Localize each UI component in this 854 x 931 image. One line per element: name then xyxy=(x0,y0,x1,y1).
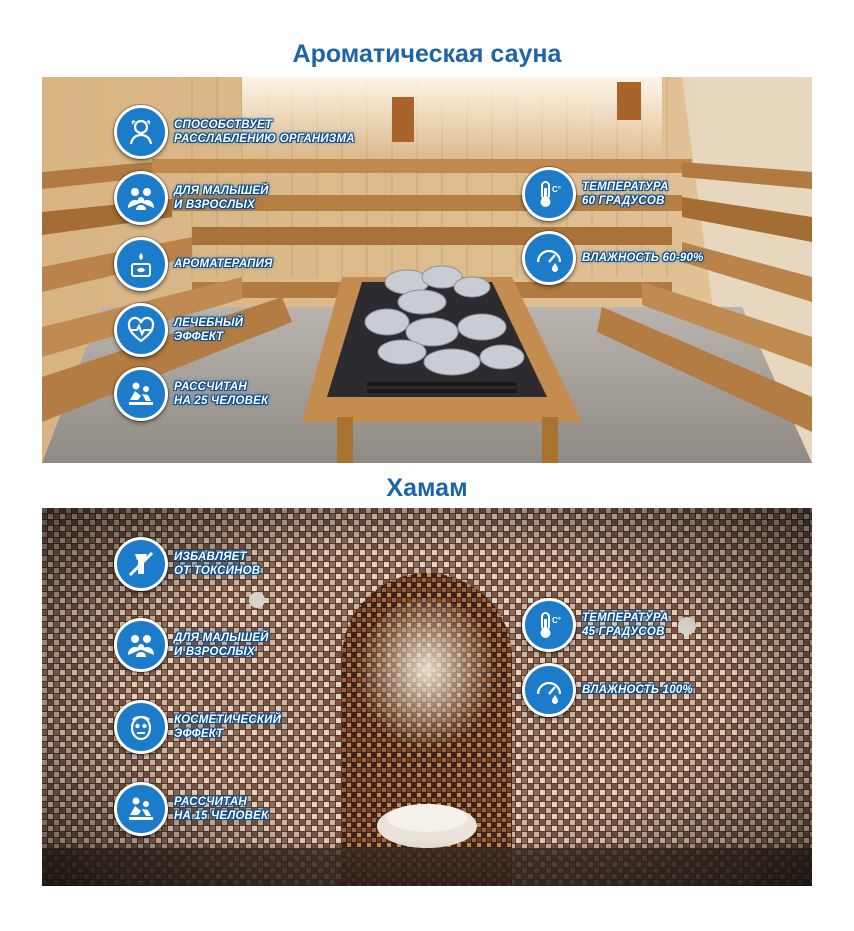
feature-line2: ОТ ТОКСИНОВ xyxy=(174,565,261,577)
feature-line1: РАССЧИТАН xyxy=(174,796,247,808)
relax-person-icon xyxy=(114,105,168,159)
feature-line1: ИЗБАВЛЯЕТ xyxy=(174,551,247,563)
feature-line2: 60 ГРАДУСОВ xyxy=(582,195,665,207)
thermometer-icon xyxy=(522,167,576,221)
aroma-candle-icon xyxy=(114,237,168,291)
family-icon xyxy=(114,171,168,225)
sauna-feature-aroma xyxy=(114,237,273,291)
hamam-feature-capacity xyxy=(114,782,268,836)
hamam-feature-family xyxy=(114,618,269,672)
hamam-feature-temperature xyxy=(522,598,669,652)
face-mask-icon xyxy=(114,700,168,754)
feature-line1: СПОСОБСТВУЕТ xyxy=(174,119,273,131)
hamam-title: Хамам xyxy=(386,474,468,502)
people-sauna-icon xyxy=(114,367,168,421)
sauna-title: Ароматическая сауна xyxy=(292,40,562,68)
feature-line1: ЛЕЧЕБНЫЙ xyxy=(174,317,244,329)
feature-line2: ЭФФЕКТ xyxy=(174,728,224,740)
feature-line2: НА 25 ЧЕЛОВЕК xyxy=(174,395,269,407)
feature-line1: РАССЧИТАН xyxy=(174,381,247,393)
feature-line2: РАССЛАБЛЕНИЮ ОРГАНИЗМА xyxy=(174,133,355,145)
humidity-gauge-icon xyxy=(522,231,576,285)
feature-line1: АРОМАТЕРАПИЯ xyxy=(174,258,273,270)
feature-line1: ВЛАЖНОСТЬ 100% xyxy=(582,684,693,696)
feature-line2: ЭФФЕКТ xyxy=(174,331,224,343)
sauna-feature-temperature xyxy=(522,167,669,221)
family-icon xyxy=(114,618,168,672)
svg-text:C°: C° xyxy=(552,616,561,625)
feature-line1: ВЛАЖНОСТЬ 60-90% xyxy=(582,252,704,264)
hamam-feature-cosmetic xyxy=(114,700,281,754)
thermometer-icon xyxy=(522,598,576,652)
feature-line1: КОСМЕТИЧЕСКИЙ xyxy=(174,714,282,726)
sauna-photo xyxy=(42,77,812,463)
feature-line2: 45 ГРАДУСОВ xyxy=(582,626,665,638)
people-sauna-icon xyxy=(114,782,168,836)
sauna-feature-capacity xyxy=(114,367,268,421)
feature-line2: НА 15 ЧЕЛОВЕК xyxy=(174,810,269,822)
no-toxins-icon xyxy=(114,537,168,591)
feature-line1: ДЛЯ МАЛЫШЕЙ xyxy=(174,185,269,197)
hamam-feature-detox xyxy=(114,537,260,591)
svg-text:C°: C° xyxy=(552,185,561,194)
heart-pulse-icon xyxy=(114,303,168,357)
humidity-gauge-icon xyxy=(522,663,576,717)
feature-line2: И ВЗРОСЛЫХ xyxy=(174,646,255,658)
sauna-feature-relax xyxy=(114,105,355,159)
feature-line1: ДЛЯ МАЛЫШЕЙ xyxy=(174,632,269,644)
sauna-feature-humidity xyxy=(522,231,704,285)
sauna-feature-family xyxy=(114,171,269,225)
hamam-feature-humidity xyxy=(522,663,693,717)
hamam-photo xyxy=(42,508,812,886)
feature-line1: ТЕМПЕРАТУРА xyxy=(582,612,669,624)
sauna-feature-health xyxy=(114,303,243,357)
feature-line1: ТЕМПЕРАТУРА xyxy=(582,181,669,193)
feature-line2: И ВЗРОСЛЫХ xyxy=(174,199,255,211)
